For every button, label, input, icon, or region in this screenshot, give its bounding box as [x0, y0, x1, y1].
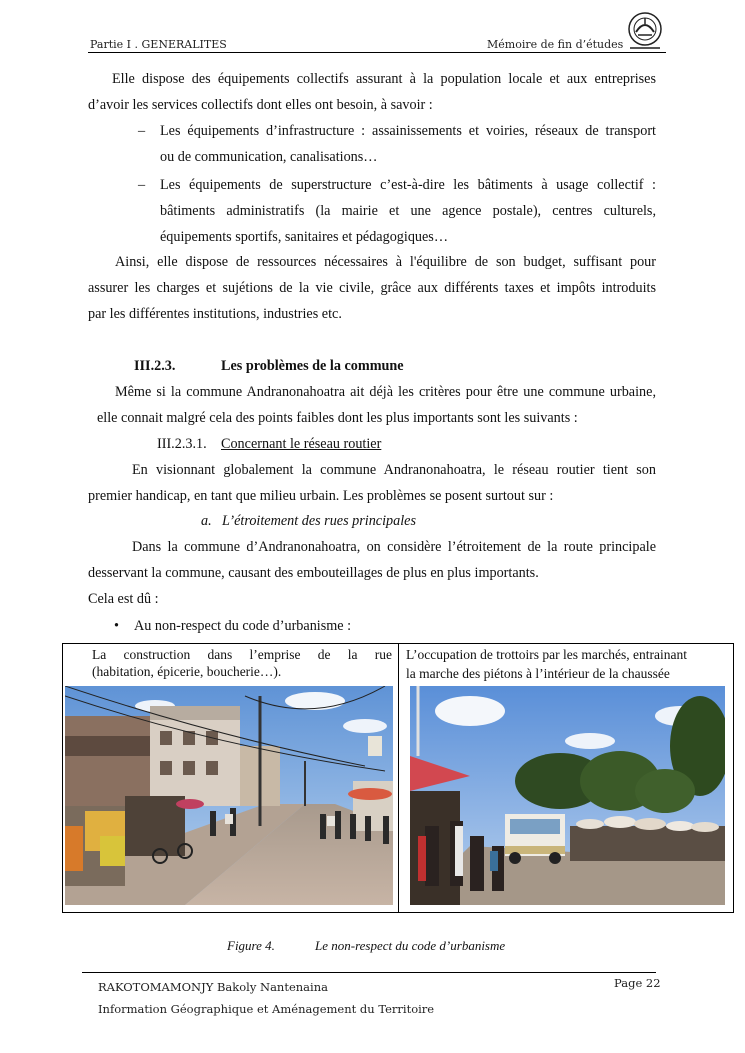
para-2-line-3: par les différentes institutions, industries etc.	[88, 306, 342, 322]
figure-caption: Le non-respect du code d’urbanisme	[315, 938, 506, 953]
market-photo-right	[410, 686, 725, 905]
dash-marker-1: –	[138, 123, 146, 139]
para-2-line-2: assurer les charges et sujétions de la vie civile, grâce aux différents taxes et impôts introduits	[88, 280, 656, 296]
dash-marker-2: –	[138, 177, 146, 193]
para-1-line-1: Elle dispose des équipements collectifs assurant à la population locale et aux entreprises	[112, 71, 656, 87]
university-seal-icon	[624, 10, 666, 52]
list-item-2-line-3: équipements sportifs, sanitaires et pédagogiques…	[160, 229, 449, 245]
list-item-1-line-2: ou de communication, canalisations…	[160, 149, 378, 165]
bullet-item-1: Au non-respect du code d’urbanisme :	[134, 618, 352, 634]
para-5-line-1: Dans la commune d’Andranonahoatra, on considère l’étroitement de la route principale	[132, 539, 656, 555]
subsection-number: III.2.3.1.	[157, 436, 207, 452]
bullet-marker: •	[114, 618, 119, 634]
para-5-line-3: Cela est dû :	[88, 591, 159, 607]
section-number: III.2.3.	[134, 358, 176, 374]
item-a-title: L’étroitement des rues principales	[222, 513, 416, 529]
subsection-title: Concernant le réseau routier	[221, 436, 382, 452]
right-caption-line-2: la marche des piétons à l’intérieur de la chaussée	[406, 666, 670, 681]
left-caption-line-1: La construction dans l’emprise de la rue	[92, 647, 392, 662]
para-5-line-2: desservant la commune, causant des embouteillages de plus en plus importants.	[88, 565, 539, 581]
header-right: Mémoire de fin d’études	[487, 38, 624, 51]
section-title: Les problèmes de la commune	[221, 358, 404, 374]
left-caption-line-2: (habitation, épicerie, boucherie…).	[92, 664, 282, 679]
para-4-line-1: En visionnant globalement la commune Andranonahoatra, le réseau routier tient son	[132, 462, 656, 478]
para-2-line-1: Ainsi, elle dispose de ressources nécessaires à l'équilibre de son budget, suffisant pour	[115, 254, 656, 270]
list-item-2-line-1: Les équipements de superstructure c’est-à-dire les bâtiments à usage collectif :	[160, 177, 656, 193]
page-number: Page 22	[614, 976, 661, 990]
footer-program: Information Géographique et Aménagement du Territoire	[98, 1002, 435, 1016]
para-3-line-1: Même si la commune Andranonahoatra ait déjà les critères pour être une commune urbaine,	[115, 384, 656, 400]
footer-author: RAKOTOMAMONJY Bakoly Nantenaina	[98, 980, 328, 994]
footer-rule	[82, 972, 656, 973]
list-item-1-line-1: Les équipements d’infrastructure : assainissements et voiries, réseaux de transport	[160, 123, 656, 139]
figure-table-divider	[398, 643, 399, 913]
figure-label: Figure 4.	[227, 938, 275, 953]
para-3-line-2: elle connait malgré cela des points faibles dont les plus importants sont les suivants :	[97, 410, 578, 426]
street-photo-left	[65, 686, 393, 905]
right-caption-line-1: L’occupation de trottoirs par les marchés, entrainant	[406, 647, 688, 662]
header-rule	[88, 52, 666, 53]
list-item-2-line-2: bâtiments administratifs (la mairie et une agence postale), centres culturels,	[160, 203, 656, 219]
para-1-line-2: d’avoir les services collectifs dont elles ont besoin, à savoir :	[88, 97, 433, 113]
para-4-line-2: premier handicap, en tant que milieu urbain. Les problèmes se posent surtout sur :	[88, 488, 554, 504]
header-left: Partie I . GENERALITES	[90, 38, 227, 51]
item-a-marker: a.	[201, 513, 212, 529]
